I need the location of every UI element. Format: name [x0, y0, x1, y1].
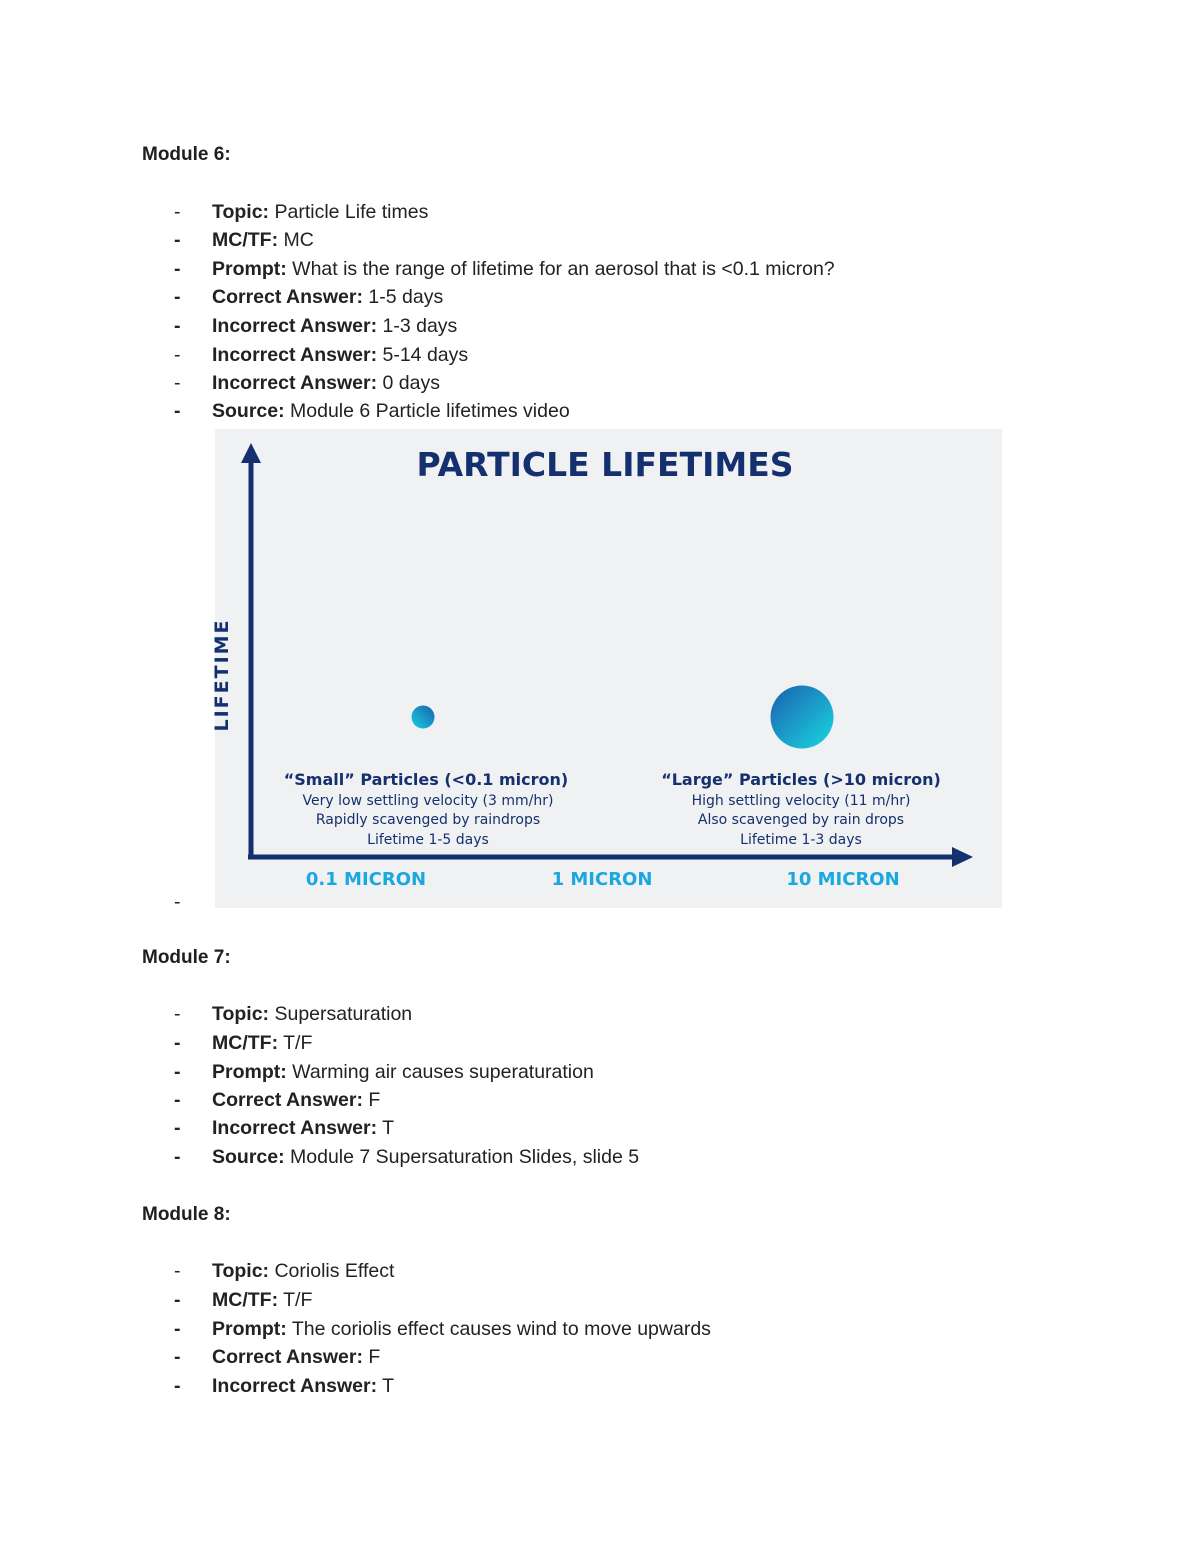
module-6-heading: Module 6:	[142, 144, 231, 165]
item-label: Topic:	[212, 1260, 270, 1282]
item-value: 1-3 days	[382, 315, 458, 337]
small-particles-title: “Small” Particles (<0.1 micron)	[283, 770, 569, 789]
large-particles-title: “Large” Particles (>10 micron)	[661, 770, 941, 789]
list-item: - Incorrect Answer: T	[174, 1117, 395, 1139]
list-item: - Source: Module 6 Particle lifetimes video	[174, 400, 570, 422]
item-label: Prompt:	[212, 258, 287, 280]
item-label: Incorrect Answer:	[212, 372, 378, 394]
item-value: Module 7 Supersaturation Slides, slide 5	[290, 1146, 640, 1168]
item-value: Coriolis Effect	[274, 1260, 395, 1282]
module-7-heading: Module 7:	[142, 947, 231, 968]
list-item: - MC/TF: T/F	[174, 1032, 313, 1054]
item-label: Topic:	[212, 1003, 270, 1025]
x-tick-label: 10 MICRON	[786, 869, 900, 890]
y-axis-label: LIFETIME	[211, 618, 233, 732]
figure-title: PARTICLE LIFETIMES	[416, 445, 794, 484]
list-item: - Topic: Coriolis Effect	[174, 1260, 395, 1282]
item-label: Incorrect Answer:	[212, 344, 378, 366]
item-label: Prompt:	[212, 1318, 287, 1340]
item-value: MC	[283, 229, 314, 251]
item-value: F	[368, 1346, 381, 1368]
item-value: Warming air causes superaturation	[292, 1061, 594, 1083]
particle-lifetimes-figure	[211, 429, 1002, 908]
item-label: MC/TF:	[212, 229, 279, 251]
item-label: Correct Answer:	[212, 286, 363, 308]
item-label: Correct Answer:	[212, 1346, 363, 1368]
item-value: The coriolis effect causes wind to move upwards	[291, 1318, 711, 1340]
large-particle-dot	[771, 686, 834, 749]
item-label: Incorrect Answer:	[212, 1375, 378, 1397]
item-value: T	[382, 1117, 395, 1139]
item-label: Incorrect Answer:	[212, 1117, 378, 1139]
item-label: MC/TF:	[212, 1289, 279, 1311]
list-item: - Prompt: Warming air causes superaturation	[174, 1061, 594, 1083]
item-label: Source:	[212, 400, 285, 422]
y-axis-arrow-icon	[241, 443, 261, 463]
list-item: - Source: Module 7 Supersaturation Slides, slide 5	[174, 1146, 640, 1168]
item-value: 5-14 days	[382, 344, 469, 366]
item-label: Source:	[212, 1146, 285, 1168]
large-particles-line2: Also scavenged by rain drops	[697, 812, 905, 828]
item-value: T/F	[283, 1289, 313, 1311]
item-label: Prompt:	[212, 1061, 287, 1083]
list-item: - Topic: Particle Life times	[174, 201, 429, 223]
list-item: - Incorrect Answer: T	[174, 1375, 395, 1397]
item-label: MC/TF:	[212, 1032, 279, 1054]
list-item: - Topic: Supersaturation	[174, 1003, 413, 1025]
x-axis-arrow-icon	[952, 847, 973, 867]
list-item: - Incorrect Answer: 5-14 days	[174, 344, 469, 366]
list-item: - Prompt: The coriolis effect causes wind to move upwards	[174, 1318, 711, 1340]
item-value: T/F	[283, 1032, 313, 1054]
x-tick-label: 1 MICRON	[551, 869, 653, 890]
item-label: Correct Answer:	[212, 1089, 363, 1111]
item-value: Supersaturation	[274, 1003, 413, 1025]
particle-lifetimes-diagram	[211, 429, 1002, 908]
small-particle-dot	[412, 706, 435, 729]
list-item: - Correct Answer: F	[174, 1089, 381, 1111]
large-particles-line1: High settling velocity (11 m/hr)	[691, 793, 911, 809]
module-8-heading: Module 8:	[142, 1204, 231, 1225]
list-item: - Correct Answer: 1-5 days	[174, 286, 444, 308]
item-value: T	[382, 1375, 395, 1397]
list-item: - Incorrect Answer: 1-3 days	[174, 315, 458, 337]
item-value: F	[368, 1089, 381, 1111]
item-label: Topic:	[212, 201, 270, 223]
small-particles-line2: Rapidly scavenged by raindrops	[315, 812, 541, 828]
x-tick-label: 0.1 MICRON	[305, 869, 427, 890]
small-particles-line3: Lifetime 1-5 days	[367, 832, 489, 848]
list-item: - Incorrect Answer: 0 days	[174, 372, 440, 394]
item-value: 0 days	[382, 372, 440, 394]
list-item-empty: -	[174, 891, 181, 913]
item-value: 1-5 days	[368, 286, 444, 308]
item-value: Module 6 Particle lifetimes video	[290, 400, 570, 422]
item-label: Incorrect Answer:	[212, 315, 378, 337]
list-item: - MC/TF: T/F	[174, 1289, 313, 1311]
small-particles-line1: Very low settling velocity (3 mm/hr)	[302, 793, 554, 809]
item-value: What is the range of lifetime for an aerosol that is <0.1 micron?	[292, 258, 835, 280]
item-value: Particle Life times	[274, 201, 429, 223]
list-item: - Correct Answer: F	[174, 1346, 381, 1368]
list-item: - MC/TF: MC	[174, 229, 314, 251]
list-item: - Prompt: What is the range of lifetime for an aerosol that is <0.1 micron?	[174, 258, 835, 280]
large-particles-line3: Lifetime 1-3 days	[740, 832, 862, 848]
